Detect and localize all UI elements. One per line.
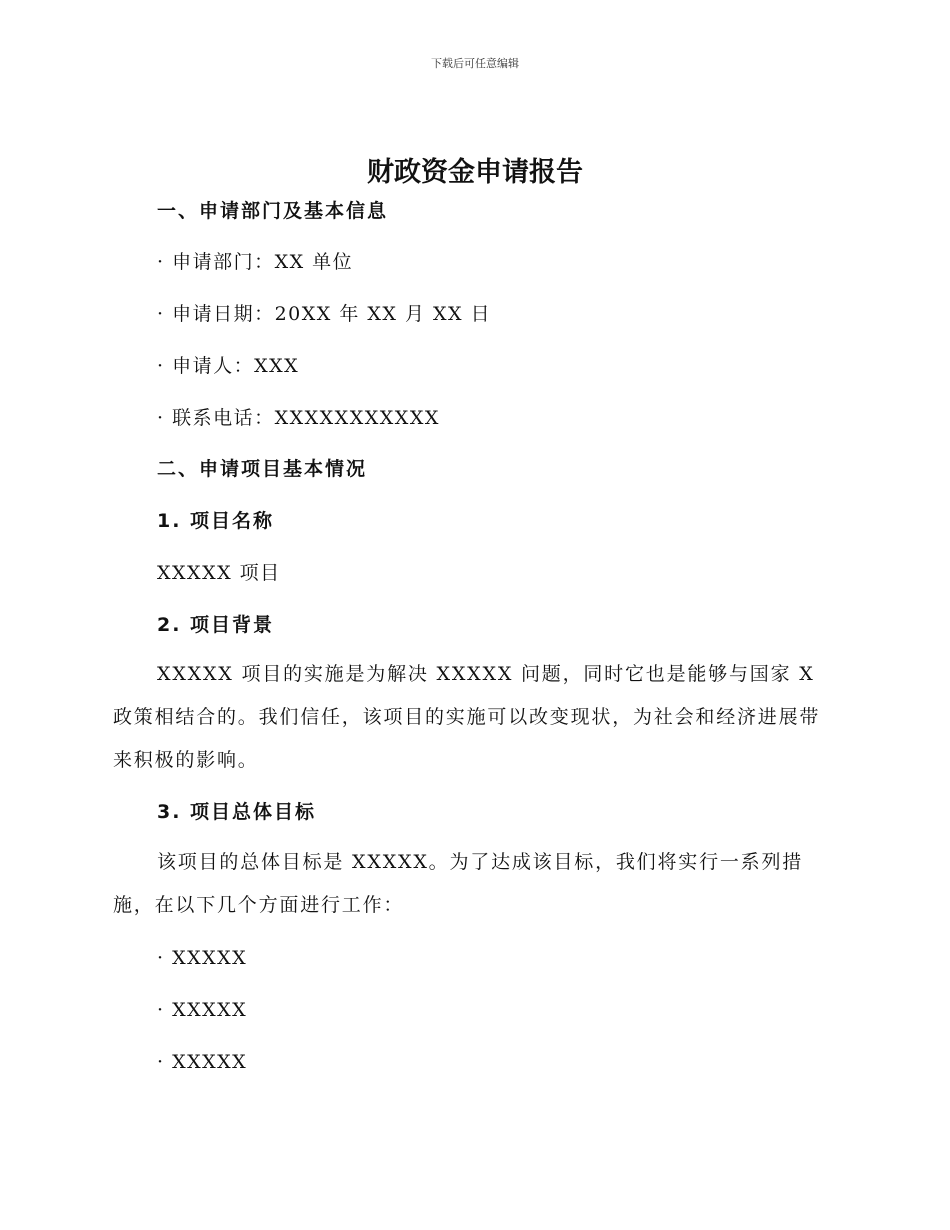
project-background-heading: 2. 项目背景 xyxy=(157,614,275,636)
project-background-paragraph: XXXXX 项目的实施是为解决 XXXXX 问题，同时它也是能够与国家 X 政策相结合的。我们信任，该项目的实施可以改变现状，为社会和经济进展带来积极的影响。 xyxy=(113,663,821,771)
info-date: · 申请日期：20XX 年 XX 月 XX 日 xyxy=(157,303,492,325)
goal-bullet-2: · XXXXX xyxy=(157,999,248,1021)
document-title: 财政资金申请报告 xyxy=(367,157,583,188)
goal-bullet-1: · XXXXX xyxy=(157,947,248,969)
page-header-note: 下载后可任意编辑 xyxy=(431,57,519,70)
section2-heading: 二、申请项目基本情况 xyxy=(157,458,368,480)
section1-heading: 一、申请部门及基本信息 xyxy=(157,200,389,222)
project-goal-paragraph: 该项目的总体目标是 XXXXX。为了达成该目标，我们将实行一系列措施，在以下几个方面进行工作： xyxy=(113,851,804,916)
project-goal-heading: 3. 项目总体目标 xyxy=(157,801,317,823)
info-applicant: · 申请人：XXX xyxy=(157,355,300,377)
info-phone: · 联系电话：XXXXXXXXXXX xyxy=(157,407,440,429)
project-name-text: XXXXX 项目 xyxy=(157,562,281,584)
info-department: · 申请部门：XX 单位 xyxy=(157,251,354,273)
project-name-heading: 1. 项目名称 xyxy=(157,510,275,532)
goal-bullet-3: · XXXXX xyxy=(157,1051,248,1073)
